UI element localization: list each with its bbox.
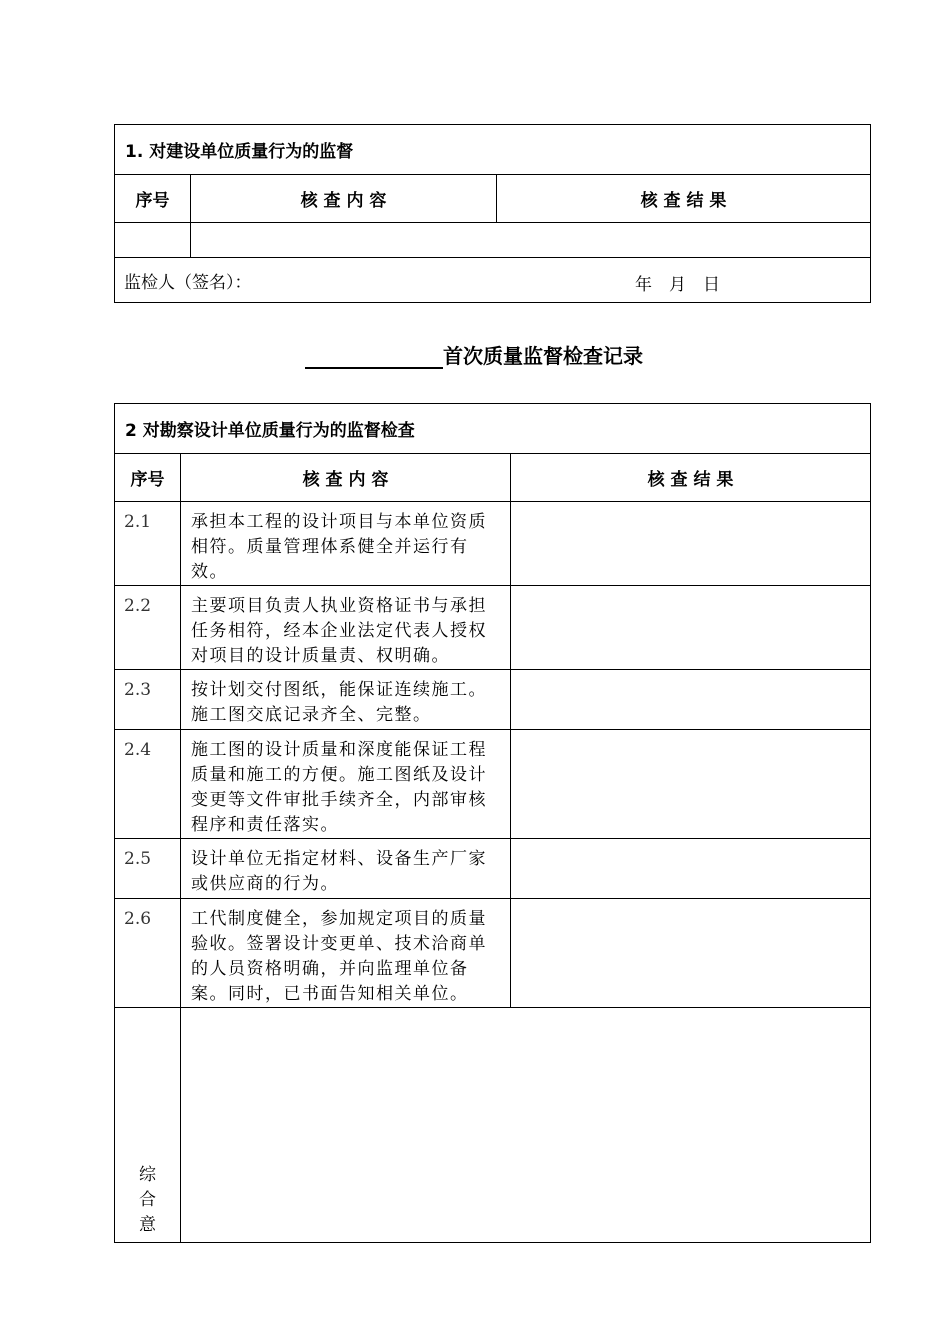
supervision-table-construction-unit bbox=[114, 124, 871, 303]
date-label: 年 月 日 bbox=[635, 275, 720, 295]
table-row bbox=[115, 502, 871, 586]
row-no: 2.4 bbox=[115, 730, 181, 839]
header-no: 序号 bbox=[115, 454, 181, 502]
empty-no-cell bbox=[115, 223, 191, 258]
table-row bbox=[115, 586, 871, 670]
header-result: 核 查 结 果 bbox=[511, 454, 871, 502]
row-content: 工代制度健全，参加规定项目的质量验收。签署设计变更单、技术洽商单的人员资格明确，并向监理单位备案。同时，已书面告知相关单位。 bbox=[181, 899, 511, 1008]
row-no: 2.5 bbox=[115, 839, 181, 899]
table-row bbox=[115, 899, 871, 1008]
section2-title: 2 对勘察设计单位质量行为的监督检查 bbox=[115, 404, 871, 454]
opinion-row bbox=[115, 1008, 871, 1243]
row-no: 2.1 bbox=[115, 502, 181, 586]
table-row bbox=[115, 839, 871, 899]
signature-label: 监检人（签名）： bbox=[124, 272, 252, 293]
header-no: 序号 bbox=[115, 175, 191, 223]
opinion-char: 合 bbox=[139, 1190, 156, 1210]
title-text: 首次质量监督检查记录 bbox=[443, 344, 643, 368]
row-result bbox=[511, 899, 871, 1008]
row-result bbox=[511, 586, 871, 670]
table-row bbox=[115, 730, 871, 839]
row-content: 设计单位无指定材料、设备生产厂家或供应商的行为。 bbox=[181, 839, 511, 899]
opinion-content bbox=[181, 1008, 871, 1243]
table-row bbox=[115, 670, 871, 730]
opinion-char: 意 bbox=[139, 1215, 156, 1235]
opinion-char: 综 bbox=[139, 1165, 156, 1185]
row-content: 按计划交付图纸，能保证连续施工。施工图交底记录齐全、完整。 bbox=[181, 670, 511, 730]
row-no: 2.6 bbox=[115, 899, 181, 1008]
row-result bbox=[511, 670, 871, 730]
supervision-table-design-unit bbox=[114, 403, 871, 1243]
header-result: 核 查 结 果 bbox=[497, 175, 871, 223]
title-blank-line bbox=[305, 343, 443, 369]
row-no: 2.3 bbox=[115, 670, 181, 730]
signature-row bbox=[115, 258, 871, 303]
header-content: 核 查 内 容 bbox=[181, 454, 511, 502]
row-result bbox=[511, 730, 871, 839]
row-content: 主要项目负责人执业资格证书与承担任务相符，经本企业法定代表人授权对项目的设计质量责、权明确。 bbox=[181, 586, 511, 670]
header-content: 核 查 内 容 bbox=[191, 175, 497, 223]
row-content: 施工图的设计质量和深度能保证工程质量和施工的方便。施工图纸及设计变更等文件审批手续齐全，内部审核程序和责任落实。 bbox=[181, 730, 511, 839]
empty-content-cell bbox=[191, 223, 871, 258]
opinion-label bbox=[115, 1008, 181, 1243]
row-result bbox=[511, 502, 871, 586]
section1-title: 1. 对建设单位质量行为的监督 bbox=[115, 125, 871, 175]
row-result bbox=[511, 839, 871, 899]
document-title bbox=[305, 340, 805, 372]
row-no: 2.2 bbox=[115, 586, 181, 670]
row-content: 承担本工程的设计项目与本单位资质相符。质量管理体系健全并运行有效。 bbox=[181, 502, 511, 586]
